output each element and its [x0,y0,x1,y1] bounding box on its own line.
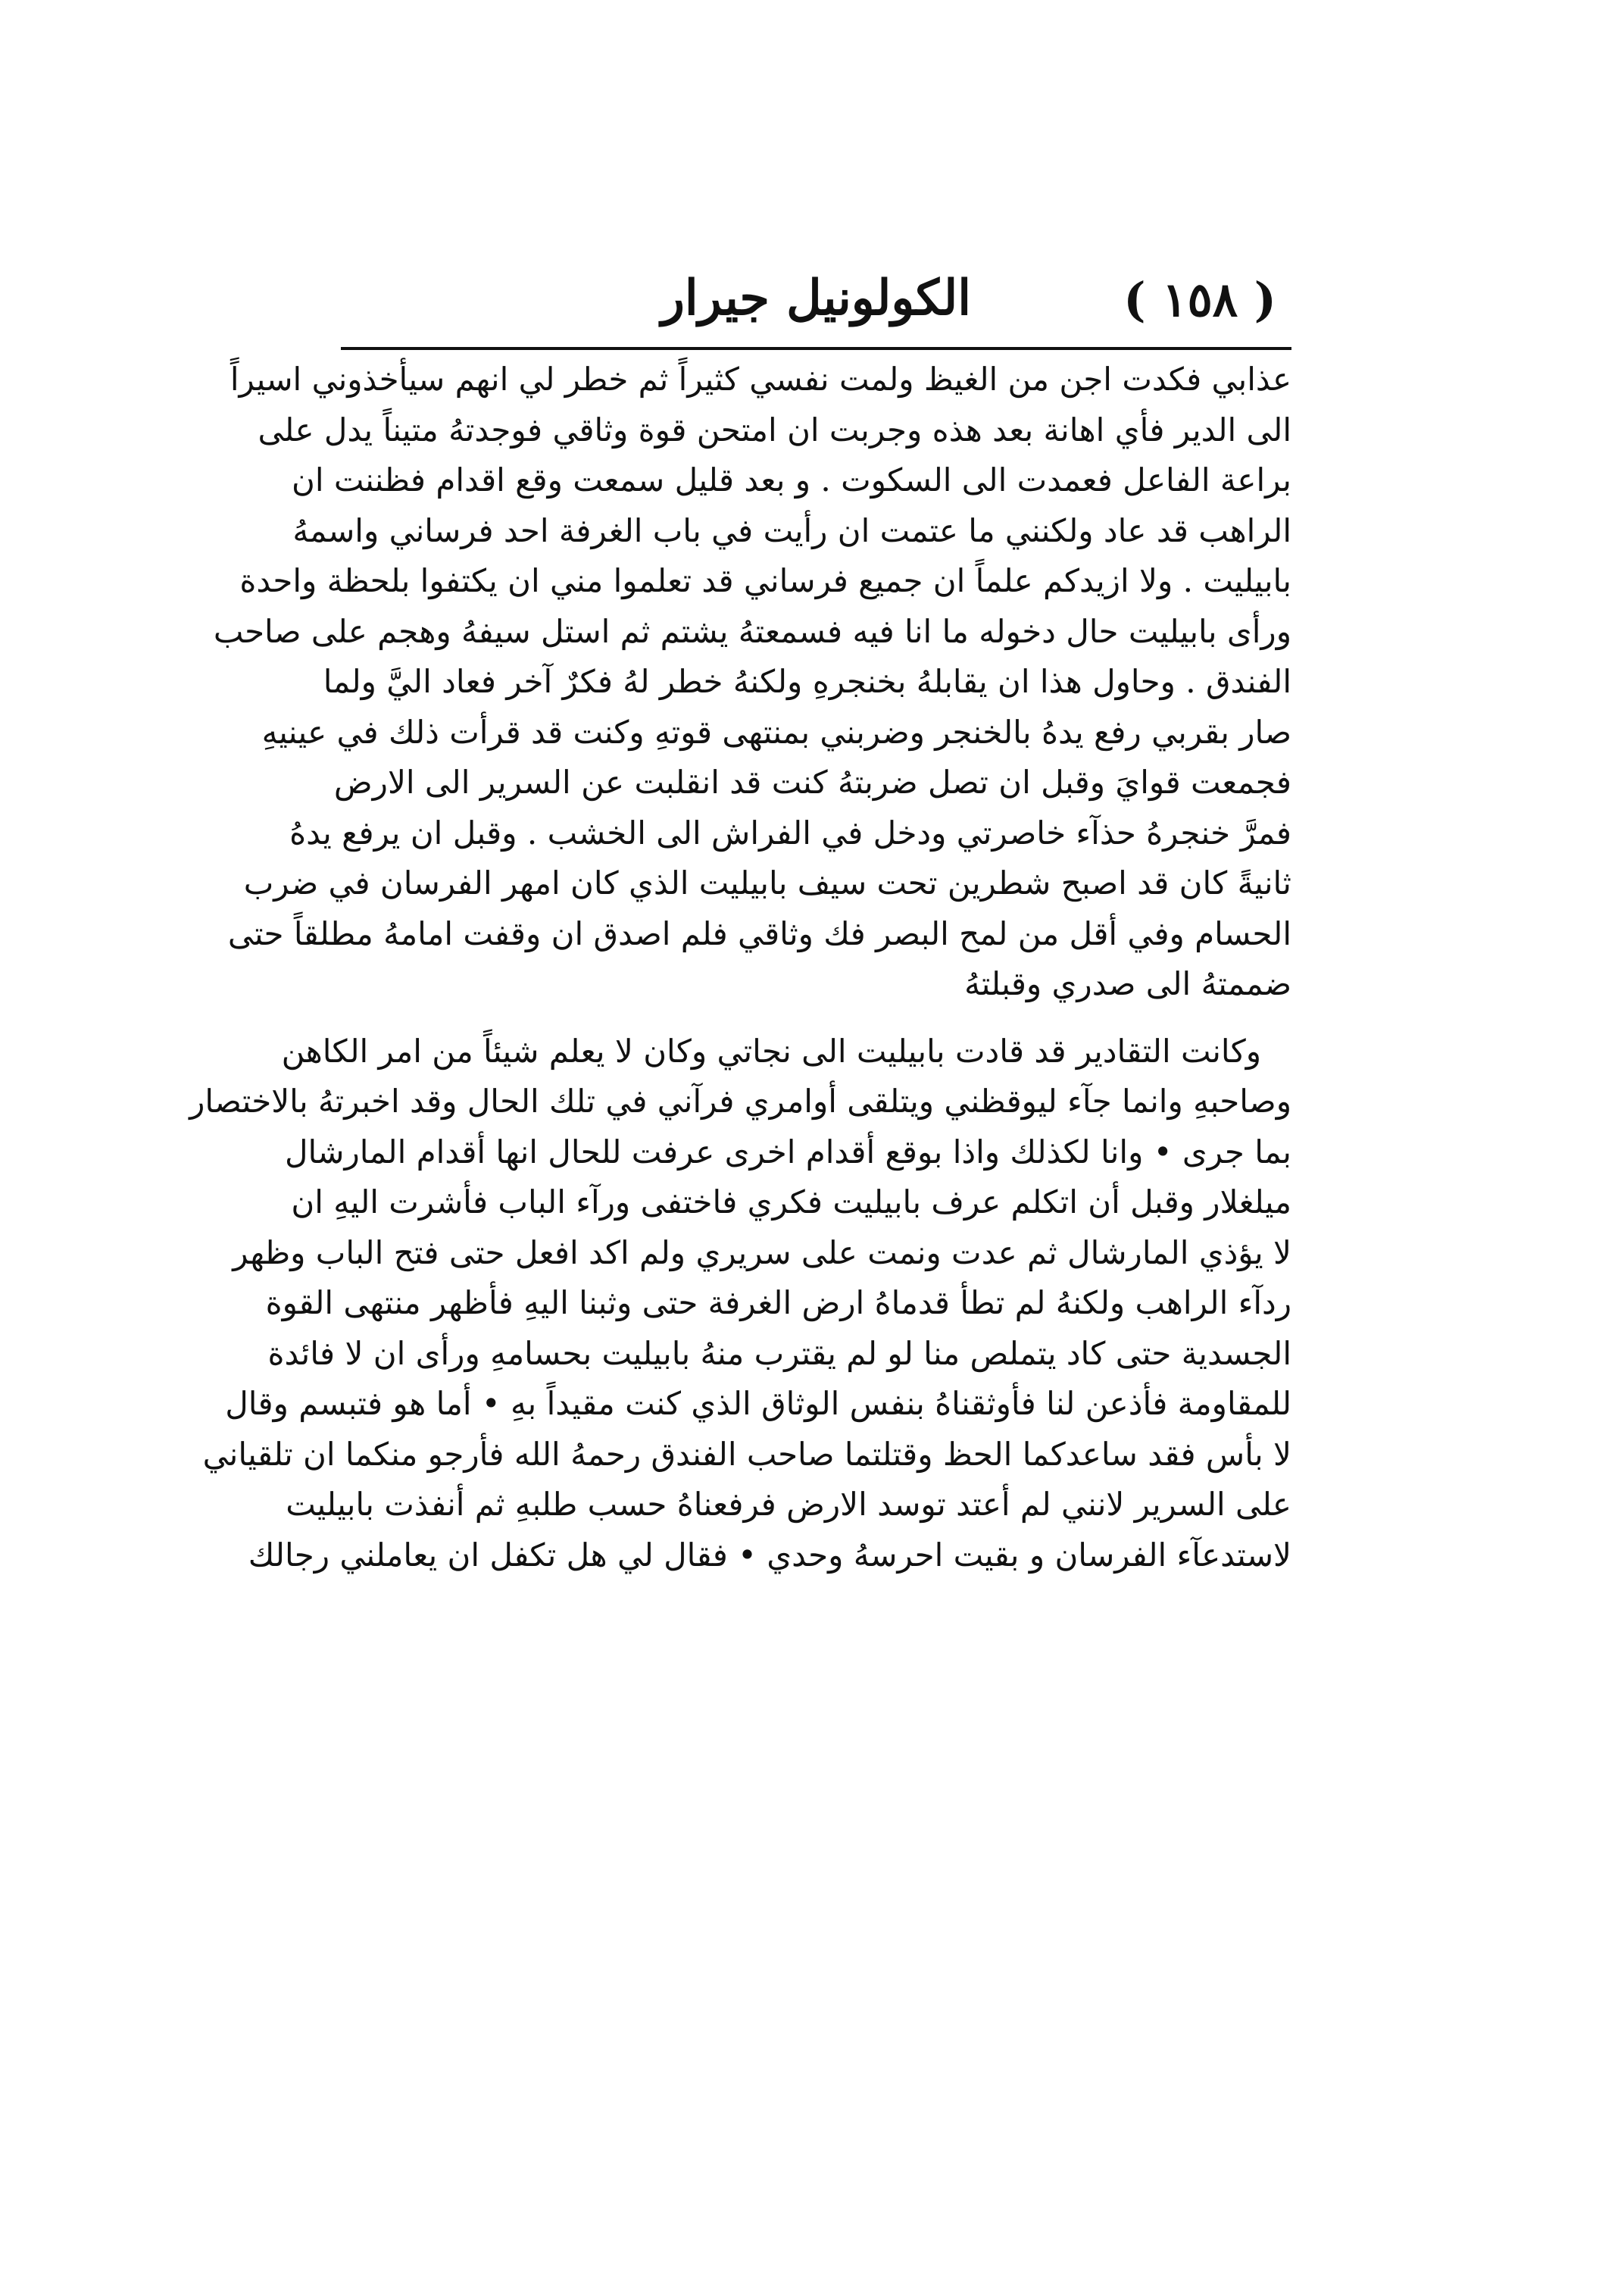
text-line: براعة الفاعل فعمدت الى السكوت . و بعد قليل سمعت وقع اقدام فظننت ان [292,461,1291,499]
text-line: فمرَّ خنجرهُ حذآء خاصرتي ودخل في الفراش الى الخشب . وقبل ان يرفع يدهُ [289,814,1291,852]
text-line: لا يؤذي المارشال ثم عدت ونمت على سريري ولم اكد افعل حتى فتح الباب وظهر [233,1233,1291,1271]
header-divider [341,347,1291,350]
page-number: ( ١٥٨ ) [1123,272,1276,327]
text-line: الجسدية حتى كاد يتملص منا لو لم يقترب منهُ بابيليت بحسامهِ ورأى ان لا فائدة [267,1334,1291,1372]
text-line: عذابي فكدت اجن من الغيظ ولمت نفسي كثيراً ثم خطر لي انهم سيأخذوني اسيراً [230,361,1291,398]
text-line: وكانت التقادير قد قادت بابيليت الى نجاتي وكان لا يعلم شيئاً من امر الكاهن [281,1032,1261,1070]
text-line: للمقاومة فأذعن لنا فأوثقناهُ بنفس الوثاق الذي كنت مقيداً بهِ • أما هو فتبسم وقال [225,1385,1291,1422]
text-line: وصاحبهِ وانما جآء ليوقظني ويتلقى أوامري فرآني في تلك الحال وقد اخبرتهُ بالاختصار [189,1083,1291,1120]
paragraph-gap [341,1010,1291,1027]
text-line: ردآء الراهب ولكنهُ لم تطأ قدماهُ ارض الغرفة حتى وثبنا اليهِ فأظهر منتهى القوة [265,1284,1291,1321]
text-line: الراهب قد عاد ولكنني ما عتمت ان رأيت في باب الغرفة احد فرساني واسمهُ [292,511,1291,549]
text-line: الفندق . وحاول هذا ان يقابلهُ بخنجرهِ ولكنهُ خطر لهُ فكرٌ آخر فعاد اليَّ ولما [323,663,1291,700]
text-line: فجمعت قوايَ وقبل ان تصل ضربتهُ كنت قد انقلبت عن السرير الى الارض [333,764,1291,801]
running-title: الكولونيل جيرار [661,270,971,327]
text-line: على السرير لانني لم أعتد توسد الارض فرفعناهُ حسب طلبهِ ثم أنفذت بابيليت [286,1486,1291,1523]
text-line: بابيليت . ولا ازيدكم علماً ان جميع فرساني قد تعلموا مني ان يكتفوا بلحظة واحدة [239,562,1291,599]
page-header [341,265,1291,341]
paragraph-1 [213,355,1291,1010]
text-line: ميلغلار وقبل أن اتكلم عرف بابيليت فكري فاختفى ورآء الباب فأشرت اليهِ ان [291,1183,1291,1221]
text-line: الى الدير فأي اهانة بعد هذه وجربت ان امتحن قوة وثاقي فوجدتهُ متيناً يدل على [258,411,1291,449]
text-line: صار بقربي رفع يدهُ بالخنجر وضربني بمنتهى قوتهِ وكنت قد قرأت ذلك في عينيهِ [261,713,1291,751]
text-line: ورأى بابيليت حال دخوله ما انا فيه فسمعتهُ يشتم ثم استل سيفهُ وهجم على صاحب [213,612,1291,650]
text-line: بما جرى • وانا لكذلك واذا بوقع أقدام اخرى عرفت للحال انها أقدام المارشال [284,1133,1291,1171]
text-line: لا بأس فقد ساعدكما الحظ وقتلتما صاحب الفندق رحمهُ الله فأرجو منكما ان تلقياني [202,1435,1291,1473]
body-text [189,355,1291,1580]
paragraph-2 [189,1027,1291,1581]
text-line: ثانيةً كان قد اصبح شطرين تحت سيف بابيليت الذي كان امهر الفرسان في ضرب [243,864,1291,902]
text-line: الحسام وفي أقل من لمح البصر فك وثاقي فلم اصدق ان وقفت امامهُ مطلقاً حتى [227,914,1291,952]
text-line: ضممتهُ الى صدري وقبلتهُ [964,965,1291,1002]
text-line: لاستدعآء الفرسان و بقيت احرسهُ وحدي • فقال لي هل تكفل ان يعاملني رجالك [248,1536,1291,1574]
